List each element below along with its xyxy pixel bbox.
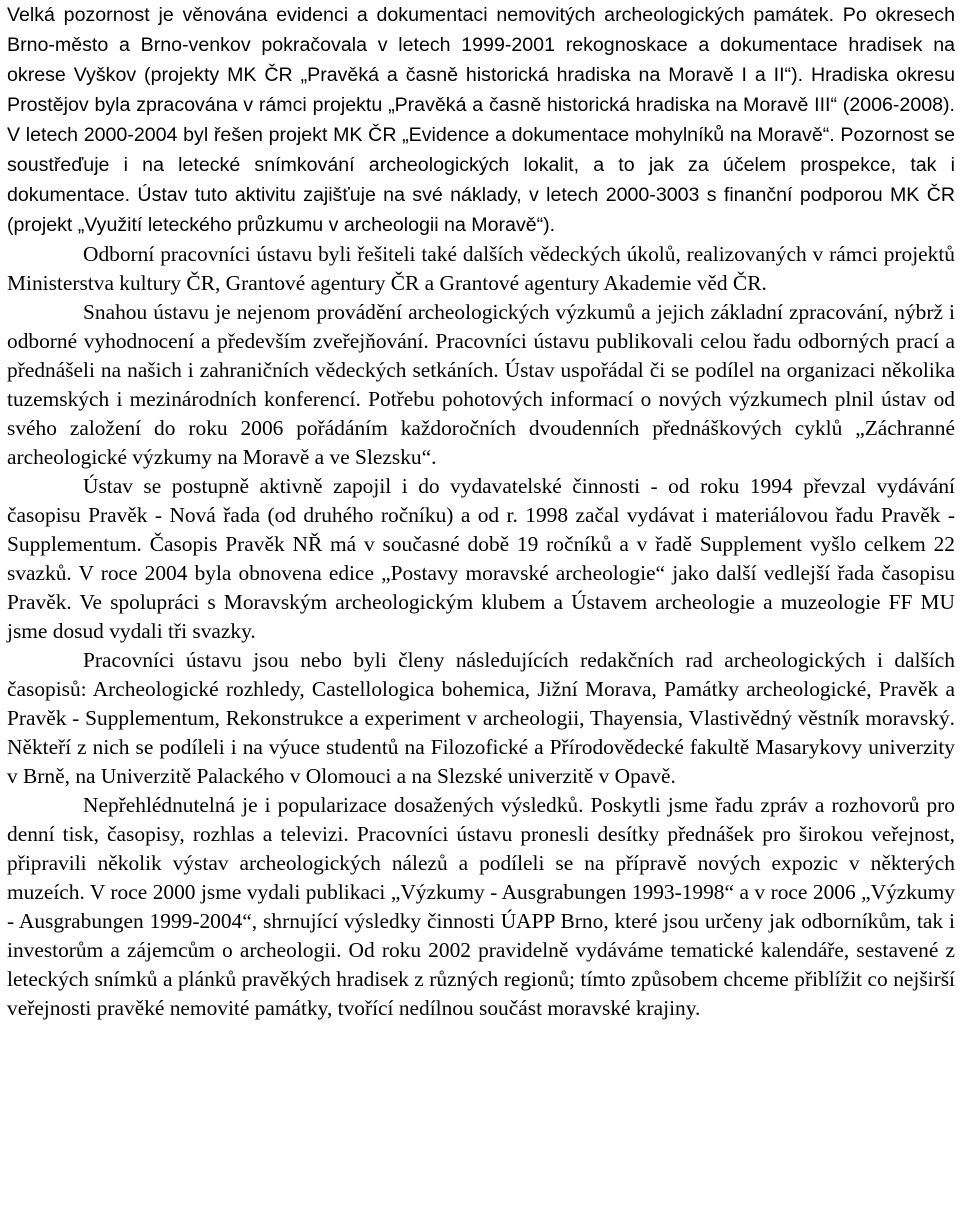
paragraph-text: Ústav se postupně aktivně zapojil i do vydavatelské činnosti - od roku 1994 převzal vydávání časopisu Pravěk - Nová řada (od druhého ročníku) a od r. 1998 začal vydávat i materiálovou řadu Pravěk - Supplementum. Časopis Pravěk NŘ má v současné době 19 ročníků a v řadě Supplement vyšlo celkem 22 svazků. V roce 2004 byla obnovena edice „Postavy moravské archeologie“ jako další vedlejší řada časopisu Pravěk. Ve spolupráci s Moravským archeologickým klubem a Ústavem archeologie a muzeologie FF MU jsme dosud vydali tři svazky. xyxy=(7,474,955,643)
paragraph-4 xyxy=(7,472,955,646)
paragraph-3 xyxy=(7,298,955,472)
paragraph-text: Nepřehlédnutelná je i popularizace dosažených výsledků. Poskytli jsme řadu zpráv a rozhovorů pro denní tisk, časopisy, rozhlas a televizi. Pracovníci ústavu pronesli desítky přednášek pro širokou veřejnost, připravili několik výstav archeologických nálezů a podíleli se na přípravě nových expozic v některých muzeích. V roce 2000 jsme vydali publikaci „Výzkumy - Ausgrabungen 1993-1998“ a v roce 2006 „Výzkumy - Ausgrabungen 1999-2004“, shrnující výsledky činnosti ÚAPP Brno, které jsou určeny jak odborníkům, tak i investorům a zájemcům o archeologii. Od roku 2002 pravidelně vydáváme tematické kalendáře, sestavené z leteckých snímků a plánků pravěkých hradisek z různých regionů; tímto způsobem chceme přiblížit co nejširší veřejnosti pravěké nemovité památky, tvořící nedílnou součást moravské krajiny. xyxy=(7,793,955,1020)
paragraph-text: Velká pozornost je věnována evidenci a dokumentaci nemovitých archeologických památek. Po okresech Brno-město a Brno-venkov pokračovala v letech 1999-2001 rekognoskace a dokumentace hradisek na okrese Vyškov (projekty MK ČR „Pravěká a časně historická hradiska na Moravě I a II“). Hradiska okresu Prostějov byla zpracována v rámci projektu „Pravěká a časně historická hradiska na Moravě III“ (2006-2008). V letech 2000-2004 byl řešen projekt MK ČR „Evidence a dokumentace mohylníků na Moravě“. Pozornost se soustřeďuje i na letecké snímkování archeologických lokalit, a to jak za účelem prospekce, tak i dokumentace. Ústav tuto aktivitu zajišťuje na své náklady, v letech 2000-3003 s finanční podporou MK ČR (projekt „Využití leteckého průzkumu v archeologii na Moravě“). xyxy=(7,4,955,236)
paragraph-text: Odborní pracovníci ústavu byli řešiteli také dalších vědeckých úkolů, realizovaných v rámci projektů Ministerstva kultury ČR, Grantové agentury ČR a Grantové agentury Akademie věd ČR. xyxy=(7,242,955,295)
paragraph-5 xyxy=(7,646,955,791)
paragraph-2 xyxy=(7,240,955,298)
paragraph-6 xyxy=(7,791,955,1023)
document-page xyxy=(7,0,955,1023)
paragraph-text: Pracovníci ústavu jsou nebo byli členy následujících redakčních rad archeologických i dalších časopisů: Archeologické rozhledy, Castellologica bohemica, Jižní Morava, Památky archeologické, Pravěk a Pravěk - Supplementum, Rekonstrukce a experiment v archeologii, Thayensia, Vlastivědný věstník moravský. Někteří z nich se podíleli i na výuce studentů na Filozofické a Přírodovědecké fakultě Masarykovy univerzity v Brně, na Univerzitě Palackého v Olomouci a na Slezské univerzitě v Opavě. xyxy=(7,648,955,788)
paragraph-text: Snahou ústavu je nejenom provádění archeologických výzkumů a jejich základní zpracování, nýbrž i odborné vyhodnocení a především zveřejňování. Pracovníci ústavu publikovali celou řadu odborných prací a přednášeli na našich i zahraničních vědeckých setkáních. Ústav uspořádal či se podílel na organizaci několika tuzemských i mezinárodních konferencí. Potřebu pohotových informací o nových výzkumech plnil ústav od svého založení do roku 2006 pořádáním každoročních dvoudenních přednáškových cyklů „Záchranné archeologické výzkumy na Moravě a ve Slezsku“. xyxy=(7,300,955,469)
paragraph-1 xyxy=(7,0,955,240)
